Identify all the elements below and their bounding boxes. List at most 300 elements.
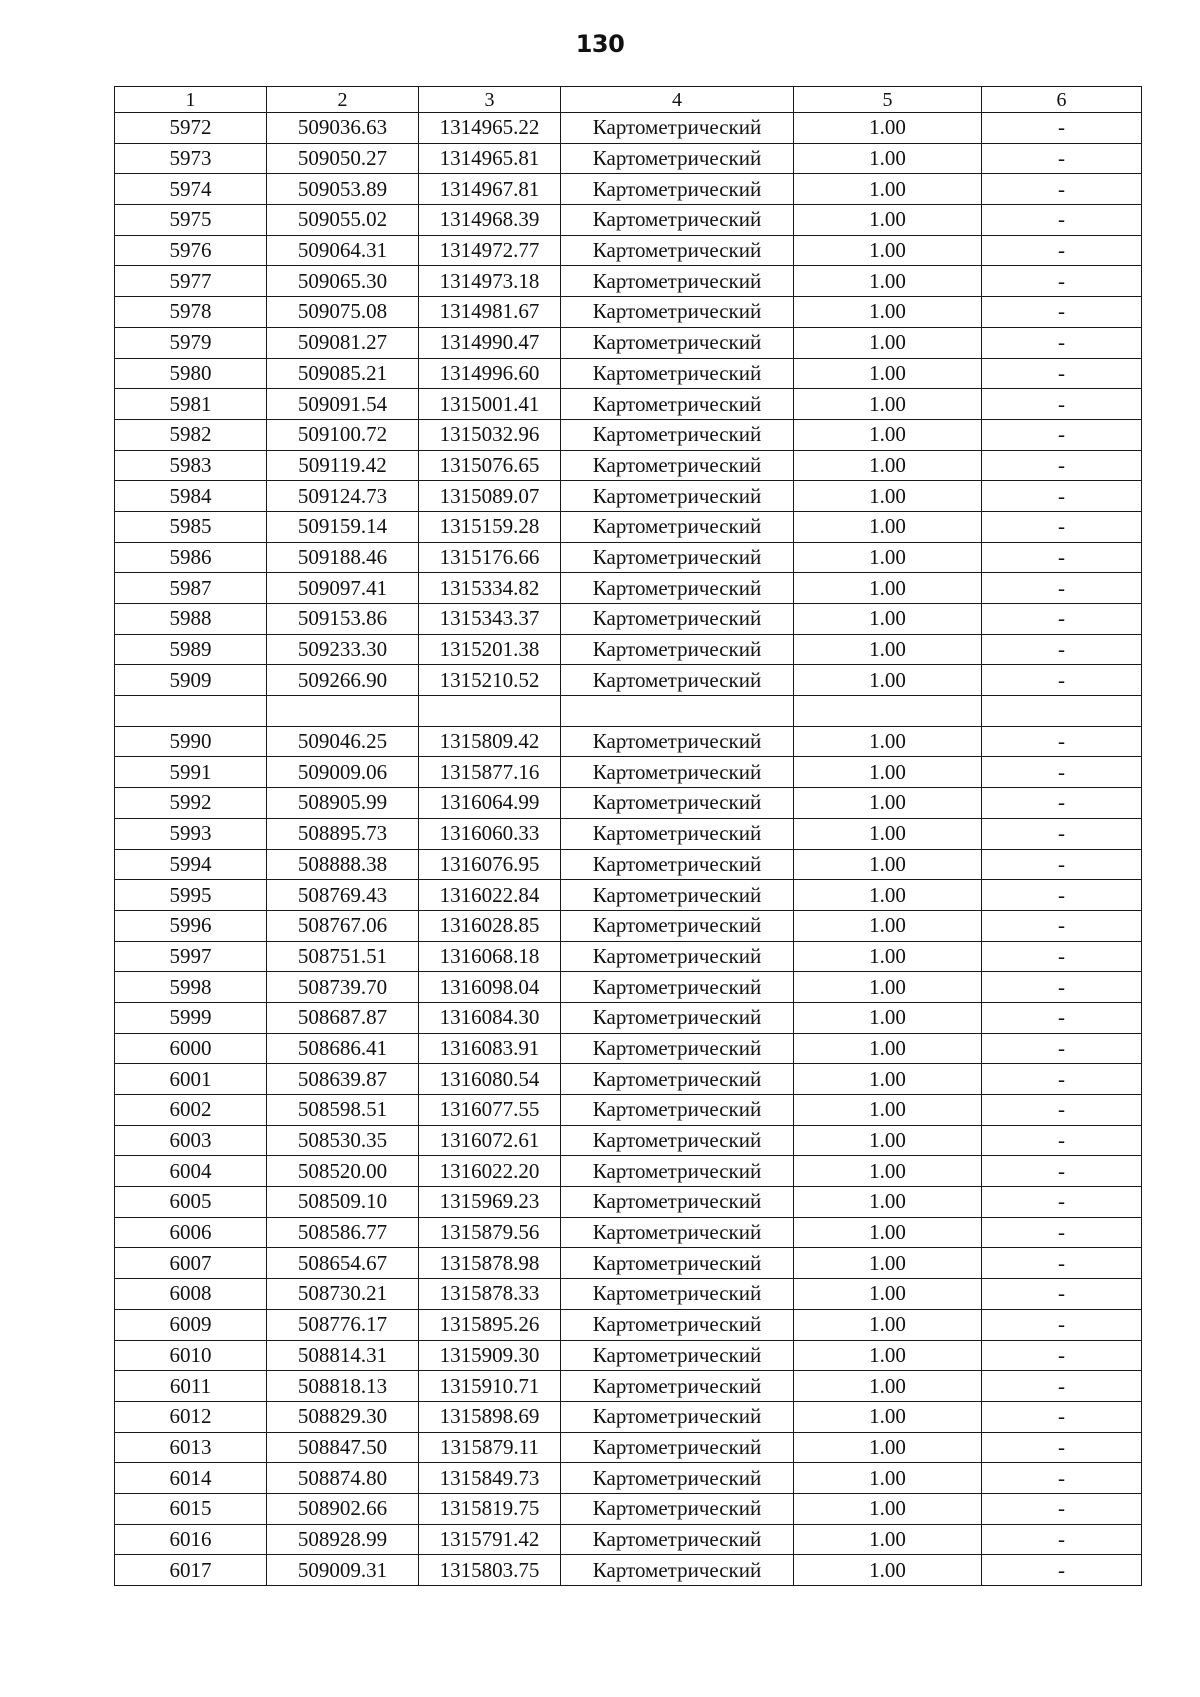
y-coordinate-cell: 1314990.47 (419, 327, 561, 358)
point-number-cell: 5975 (115, 205, 267, 236)
point-number-cell: 6015 (115, 1493, 267, 1524)
accuracy-cell (794, 696, 982, 727)
column-header: 2 (267, 87, 419, 113)
x-coordinate-cell: 508874.80 (267, 1463, 419, 1494)
table-row (115, 818, 1142, 849)
table-body (115, 113, 1142, 1586)
table-row (115, 205, 1142, 236)
accuracy-cell: 1.00 (794, 880, 982, 911)
point-number-cell: 6012 (115, 1401, 267, 1432)
y-coordinate-cell: 1314973.18 (419, 266, 561, 297)
table-row (115, 1125, 1142, 1156)
y-coordinate-cell: 1315201.38 (419, 634, 561, 665)
x-coordinate-cell: 509065.30 (267, 266, 419, 297)
x-coordinate-cell: 508686.41 (267, 1033, 419, 1064)
table-row (115, 1432, 1142, 1463)
x-coordinate-cell (267, 696, 419, 727)
accuracy-cell: 1.00 (794, 542, 982, 573)
accuracy-cell: 1.00 (794, 205, 982, 236)
y-coordinate-cell: 1315159.28 (419, 511, 561, 542)
table-row (115, 511, 1142, 542)
point-number-cell: 6005 (115, 1187, 267, 1218)
x-coordinate-cell: 508687.87 (267, 1002, 419, 1033)
x-coordinate-cell: 509081.27 (267, 327, 419, 358)
y-coordinate-cell: 1315809.42 (419, 726, 561, 757)
description-cell: - (982, 1340, 1142, 1371)
point-number-cell: 5995 (115, 880, 267, 911)
accuracy-cell: 1.00 (794, 266, 982, 297)
table-row (115, 972, 1142, 1003)
description-cell: - (982, 573, 1142, 604)
description-cell: - (982, 849, 1142, 880)
accuracy-cell: 1.00 (794, 450, 982, 481)
accuracy-cell: 1.00 (794, 573, 982, 604)
table-row (115, 143, 1142, 174)
description-cell: - (982, 788, 1142, 819)
description-cell: - (982, 1095, 1142, 1126)
accuracy-cell: 1.00 (794, 1187, 982, 1218)
point-number-cell: 6001 (115, 1064, 267, 1095)
accuracy-cell: 1.00 (794, 327, 982, 358)
description-cell: - (982, 1187, 1142, 1218)
method-cell: Картометрический (561, 910, 794, 941)
method-cell: Картометрический (561, 1187, 794, 1218)
point-number-cell: 5985 (115, 511, 267, 542)
point-number-cell: 5982 (115, 419, 267, 450)
y-coordinate-cell: 1314967.81 (419, 174, 561, 205)
table-row (115, 1217, 1142, 1248)
table-row (115, 419, 1142, 450)
y-coordinate-cell: 1315898.69 (419, 1401, 561, 1432)
x-coordinate-cell: 509266.90 (267, 665, 419, 696)
accuracy-cell: 1.00 (794, 634, 982, 665)
x-coordinate-cell: 509085.21 (267, 358, 419, 389)
y-coordinate-cell: 1316022.20 (419, 1156, 561, 1187)
y-coordinate-cell: 1316060.33 (419, 818, 561, 849)
y-coordinate-cell: 1315089.07 (419, 481, 561, 512)
y-coordinate-cell: 1315001.41 (419, 389, 561, 420)
method-cell: Картометрический (561, 113, 794, 144)
page-number: 130 (575, 30, 625, 58)
x-coordinate-cell: 509188.46 (267, 542, 419, 573)
description-cell: - (982, 481, 1142, 512)
method-cell: Картометрический (561, 1279, 794, 1310)
point-number-cell: 6002 (115, 1095, 267, 1126)
y-coordinate-cell: 1315334.82 (419, 573, 561, 604)
y-coordinate-cell: 1316022.84 (419, 880, 561, 911)
x-coordinate-cell: 509091.54 (267, 389, 419, 420)
table-row (115, 174, 1142, 205)
description-cell: - (982, 1493, 1142, 1524)
description-cell: - (982, 174, 1142, 205)
accuracy-cell: 1.00 (794, 604, 982, 635)
point-number-cell: 5986 (115, 542, 267, 573)
accuracy-cell: 1.00 (794, 726, 982, 757)
method-cell: Картометрический (561, 818, 794, 849)
description-cell: - (982, 1524, 1142, 1555)
description-cell (982, 696, 1142, 727)
description-cell: - (982, 972, 1142, 1003)
point-number-cell: 5983 (115, 450, 267, 481)
accuracy-cell: 1.00 (794, 235, 982, 266)
method-cell: Картометрический (561, 1340, 794, 1371)
y-coordinate-cell: 1314965.81 (419, 143, 561, 174)
x-coordinate-cell: 508814.31 (267, 1340, 419, 1371)
table-row (115, 297, 1142, 328)
accuracy-cell: 1.00 (794, 1524, 982, 1555)
point-number-cell: 5984 (115, 481, 267, 512)
x-coordinate-cell: 508639.87 (267, 1064, 419, 1095)
y-coordinate-cell: 1315877.16 (419, 757, 561, 788)
description-cell: - (982, 542, 1142, 573)
accuracy-cell: 1.00 (794, 481, 982, 512)
table-row (115, 880, 1142, 911)
x-coordinate-cell: 508829.30 (267, 1401, 419, 1432)
method-cell: Картометрический (561, 1432, 794, 1463)
point-number-cell: 5991 (115, 757, 267, 788)
method-cell: Картометрический (561, 235, 794, 266)
x-coordinate-cell: 508818.13 (267, 1371, 419, 1402)
method-cell: Картометрический (561, 1401, 794, 1432)
description-cell: - (982, 1309, 1142, 1340)
method-cell: Картометрический (561, 389, 794, 420)
y-coordinate-cell: 1315879.56 (419, 1217, 561, 1248)
method-cell: Картометрический (561, 604, 794, 635)
method-cell: Картометрический (561, 174, 794, 205)
accuracy-cell: 1.00 (794, 1033, 982, 1064)
x-coordinate-cell: 508739.70 (267, 972, 419, 1003)
y-coordinate-cell: 1316083.91 (419, 1033, 561, 1064)
table-row (115, 634, 1142, 665)
method-cell: Картометрический (561, 634, 794, 665)
accuracy-cell: 1.00 (794, 1371, 982, 1402)
description-cell: - (982, 726, 1142, 757)
description-cell: - (982, 1279, 1142, 1310)
x-coordinate-cell: 509124.73 (267, 481, 419, 512)
y-coordinate-cell: 1315076.65 (419, 450, 561, 481)
description-cell: - (982, 941, 1142, 972)
accuracy-cell: 1.00 (794, 972, 982, 1003)
y-coordinate-cell: 1316064.99 (419, 788, 561, 819)
description-cell: - (982, 1555, 1142, 1586)
x-coordinate-cell: 508776.17 (267, 1309, 419, 1340)
accuracy-cell: 1.00 (794, 1095, 982, 1126)
column-header: 3 (419, 87, 561, 113)
y-coordinate-cell: 1315909.30 (419, 1340, 561, 1371)
x-coordinate-cell: 509075.08 (267, 297, 419, 328)
description-cell: - (982, 389, 1142, 420)
table-row (115, 757, 1142, 788)
y-coordinate-cell: 1316028.85 (419, 910, 561, 941)
method-cell: Картометрический (561, 1002, 794, 1033)
table-row (115, 1156, 1142, 1187)
y-coordinate-cell: 1315969.23 (419, 1187, 561, 1218)
x-coordinate-cell: 509064.31 (267, 235, 419, 266)
description-cell: - (982, 358, 1142, 389)
description-cell: - (982, 1125, 1142, 1156)
accuracy-cell: 1.00 (794, 1002, 982, 1033)
point-number-cell: 5996 (115, 910, 267, 941)
accuracy-cell: 1.00 (794, 1217, 982, 1248)
method-cell: Картометрический (561, 972, 794, 1003)
point-number-cell: 5974 (115, 174, 267, 205)
description-cell: - (982, 1401, 1142, 1432)
accuracy-cell: 1.00 (794, 941, 982, 972)
point-number-cell: 5998 (115, 972, 267, 1003)
accuracy-cell: 1.00 (794, 297, 982, 328)
description-cell: - (982, 604, 1142, 635)
y-coordinate-cell: 1315878.33 (419, 1279, 561, 1310)
description-cell: - (982, 1217, 1142, 1248)
column-header: 5 (794, 87, 982, 113)
column-header: 4 (561, 87, 794, 113)
description-cell: - (982, 1033, 1142, 1064)
x-coordinate-cell: 508928.99 (267, 1524, 419, 1555)
x-coordinate-cell: 509100.72 (267, 419, 419, 450)
x-coordinate-cell: 509050.27 (267, 143, 419, 174)
x-coordinate-cell: 509009.06 (267, 757, 419, 788)
point-number-cell: 5999 (115, 1002, 267, 1033)
method-cell: Картометрический (561, 511, 794, 542)
accuracy-cell: 1.00 (794, 113, 982, 144)
table-separator-row (115, 696, 1142, 727)
accuracy-cell: 1.00 (794, 358, 982, 389)
description-cell: - (982, 1432, 1142, 1463)
point-number-cell: 6006 (115, 1217, 267, 1248)
y-coordinate-cell (419, 696, 561, 727)
point-number-cell: 5980 (115, 358, 267, 389)
point-number-cell: 6000 (115, 1033, 267, 1064)
method-cell: Картометрический (561, 450, 794, 481)
x-coordinate-cell: 509119.42 (267, 450, 419, 481)
description-cell: - (982, 450, 1142, 481)
x-coordinate-cell: 509009.31 (267, 1555, 419, 1586)
description-cell: - (982, 634, 1142, 665)
accuracy-cell: 1.00 (794, 757, 982, 788)
table-row (115, 1279, 1142, 1310)
table-row (115, 1493, 1142, 1524)
table-row (115, 726, 1142, 757)
y-coordinate-cell: 1315878.98 (419, 1248, 561, 1279)
y-coordinate-cell: 1316080.54 (419, 1064, 561, 1095)
point-number-cell: 5987 (115, 573, 267, 604)
x-coordinate-cell: 508530.35 (267, 1125, 419, 1156)
x-coordinate-cell: 509153.86 (267, 604, 419, 635)
accuracy-cell: 1.00 (794, 849, 982, 880)
table-header-row (115, 87, 1142, 113)
y-coordinate-cell: 1315910.71 (419, 1371, 561, 1402)
accuracy-cell: 1.00 (794, 1279, 982, 1310)
x-coordinate-cell: 508847.50 (267, 1432, 419, 1463)
method-cell: Картометрический (561, 481, 794, 512)
column-header: 1 (115, 87, 267, 113)
method-cell (561, 696, 794, 727)
point-number-cell: 5976 (115, 235, 267, 266)
x-coordinate-cell: 508767.06 (267, 910, 419, 941)
method-cell: Картометрический (561, 1524, 794, 1555)
description-cell: - (982, 419, 1142, 450)
x-coordinate-cell: 508902.66 (267, 1493, 419, 1524)
method-cell: Картометрический (561, 542, 794, 573)
method-cell: Картометрический (561, 941, 794, 972)
description-cell: - (982, 266, 1142, 297)
description-cell: - (982, 327, 1142, 358)
description-cell: - (982, 511, 1142, 542)
method-cell: Картометрический (561, 1248, 794, 1279)
description-cell: - (982, 1371, 1142, 1402)
method-cell: Картометрический (561, 1095, 794, 1126)
point-number-cell: 6004 (115, 1156, 267, 1187)
table-row (115, 604, 1142, 635)
method-cell: Картометрический (561, 297, 794, 328)
table-row (115, 327, 1142, 358)
description-cell: - (982, 1248, 1142, 1279)
table-row (115, 1524, 1142, 1555)
y-coordinate-cell: 1315791.42 (419, 1524, 561, 1555)
table-row (115, 1401, 1142, 1432)
accuracy-cell: 1.00 (794, 419, 982, 450)
y-coordinate-cell: 1315032.96 (419, 419, 561, 450)
table-row (115, 665, 1142, 696)
y-coordinate-cell: 1314996.60 (419, 358, 561, 389)
accuracy-cell: 1.00 (794, 1156, 982, 1187)
x-coordinate-cell: 509097.41 (267, 573, 419, 604)
y-coordinate-cell: 1316072.61 (419, 1125, 561, 1156)
point-number-cell: 6016 (115, 1524, 267, 1555)
accuracy-cell: 1.00 (794, 1432, 982, 1463)
table-row (115, 358, 1142, 389)
method-cell: Картометрический (561, 1156, 794, 1187)
x-coordinate-cell: 508598.51 (267, 1095, 419, 1126)
x-coordinate-cell: 508751.51 (267, 941, 419, 972)
table-row (115, 1309, 1142, 1340)
point-number-cell: 6010 (115, 1340, 267, 1371)
x-coordinate-cell: 508586.77 (267, 1217, 419, 1248)
point-number-cell: 6003 (115, 1125, 267, 1156)
x-coordinate-cell: 509053.89 (267, 174, 419, 205)
description-cell: - (982, 757, 1142, 788)
table-row (115, 542, 1142, 573)
table-row (115, 1340, 1142, 1371)
table-row (115, 1371, 1142, 1402)
point-number-cell: 5992 (115, 788, 267, 819)
table-row (115, 1002, 1142, 1033)
method-cell: Картометрический (561, 358, 794, 389)
method-cell: Картометрический (561, 849, 794, 880)
point-number-cell: 5988 (115, 604, 267, 635)
x-coordinate-cell: 509159.14 (267, 511, 419, 542)
accuracy-cell: 1.00 (794, 1463, 982, 1494)
point-number-cell: 5993 (115, 818, 267, 849)
point-number-cell: 6011 (115, 1371, 267, 1402)
y-coordinate-cell: 1314965.22 (419, 113, 561, 144)
description-cell: - (982, 1463, 1142, 1494)
accuracy-cell: 1.00 (794, 1493, 982, 1524)
table-row (115, 849, 1142, 880)
description-cell: - (982, 1156, 1142, 1187)
y-coordinate-cell: 1314968.39 (419, 205, 561, 236)
table-row (115, 1555, 1142, 1586)
column-header: 6 (982, 87, 1142, 113)
accuracy-cell: 1.00 (794, 143, 982, 174)
method-cell: Картометрический (561, 788, 794, 819)
point-number-cell: 5981 (115, 389, 267, 420)
table-row (115, 1248, 1142, 1279)
table-row (115, 481, 1142, 512)
description-cell: - (982, 235, 1142, 266)
x-coordinate-cell: 509036.63 (267, 113, 419, 144)
x-coordinate-cell: 508520.00 (267, 1156, 419, 1187)
table-row (115, 266, 1142, 297)
description-cell: - (982, 143, 1142, 174)
method-cell: Картометрический (561, 1033, 794, 1064)
accuracy-cell: 1.00 (794, 1340, 982, 1371)
method-cell: Картометрический (561, 205, 794, 236)
point-number-cell: 5994 (115, 849, 267, 880)
accuracy-cell: 1.00 (794, 1401, 982, 1432)
point-number-cell: 6008 (115, 1279, 267, 1310)
method-cell: Картометрический (561, 1463, 794, 1494)
method-cell: Картометрический (561, 757, 794, 788)
x-coordinate-cell: 509055.02 (267, 205, 419, 236)
method-cell: Картометрический (561, 1371, 794, 1402)
point-number-cell: 6014 (115, 1463, 267, 1494)
y-coordinate-cell: 1314972.77 (419, 235, 561, 266)
y-coordinate-cell: 1314981.67 (419, 297, 561, 328)
description-cell: - (982, 1064, 1142, 1095)
table-row (115, 389, 1142, 420)
method-cell: Картометрический (561, 726, 794, 757)
point-number-cell: 5997 (115, 941, 267, 972)
table-row (115, 113, 1142, 144)
method-cell: Картометрический (561, 1125, 794, 1156)
accuracy-cell: 1.00 (794, 665, 982, 696)
x-coordinate-cell: 508888.38 (267, 849, 419, 880)
method-cell: Картометрический (561, 1555, 794, 1586)
method-cell: Картометрический (561, 1217, 794, 1248)
accuracy-cell: 1.00 (794, 818, 982, 849)
accuracy-cell: 1.00 (794, 1248, 982, 1279)
y-coordinate-cell: 1316077.55 (419, 1095, 561, 1126)
x-coordinate-cell: 508905.99 (267, 788, 419, 819)
point-number-cell: 5978 (115, 297, 267, 328)
accuracy-cell: 1.00 (794, 511, 982, 542)
point-number-cell: 5973 (115, 143, 267, 174)
point-number-cell: 5977 (115, 266, 267, 297)
point-number-cell: 5979 (115, 327, 267, 358)
table-row (115, 788, 1142, 819)
accuracy-cell: 1.00 (794, 788, 982, 819)
table-row (115, 910, 1142, 941)
point-number-cell: 5989 (115, 634, 267, 665)
method-cell: Картометрический (561, 143, 794, 174)
method-cell: Картометрический (561, 1064, 794, 1095)
description-cell: - (982, 1002, 1142, 1033)
method-cell: Картометрический (561, 880, 794, 911)
table-row (115, 573, 1142, 604)
description-cell: - (982, 297, 1142, 328)
accuracy-cell: 1.00 (794, 1125, 982, 1156)
point-number-cell: 5909 (115, 665, 267, 696)
table-row (115, 1463, 1142, 1494)
point-number-cell: 5972 (115, 113, 267, 144)
table-row (115, 1095, 1142, 1126)
x-coordinate-cell: 509233.30 (267, 634, 419, 665)
accuracy-cell: 1.00 (794, 1555, 982, 1586)
point-number-cell: 5990 (115, 726, 267, 757)
x-coordinate-cell: 508730.21 (267, 1279, 419, 1310)
table-row (115, 450, 1142, 481)
